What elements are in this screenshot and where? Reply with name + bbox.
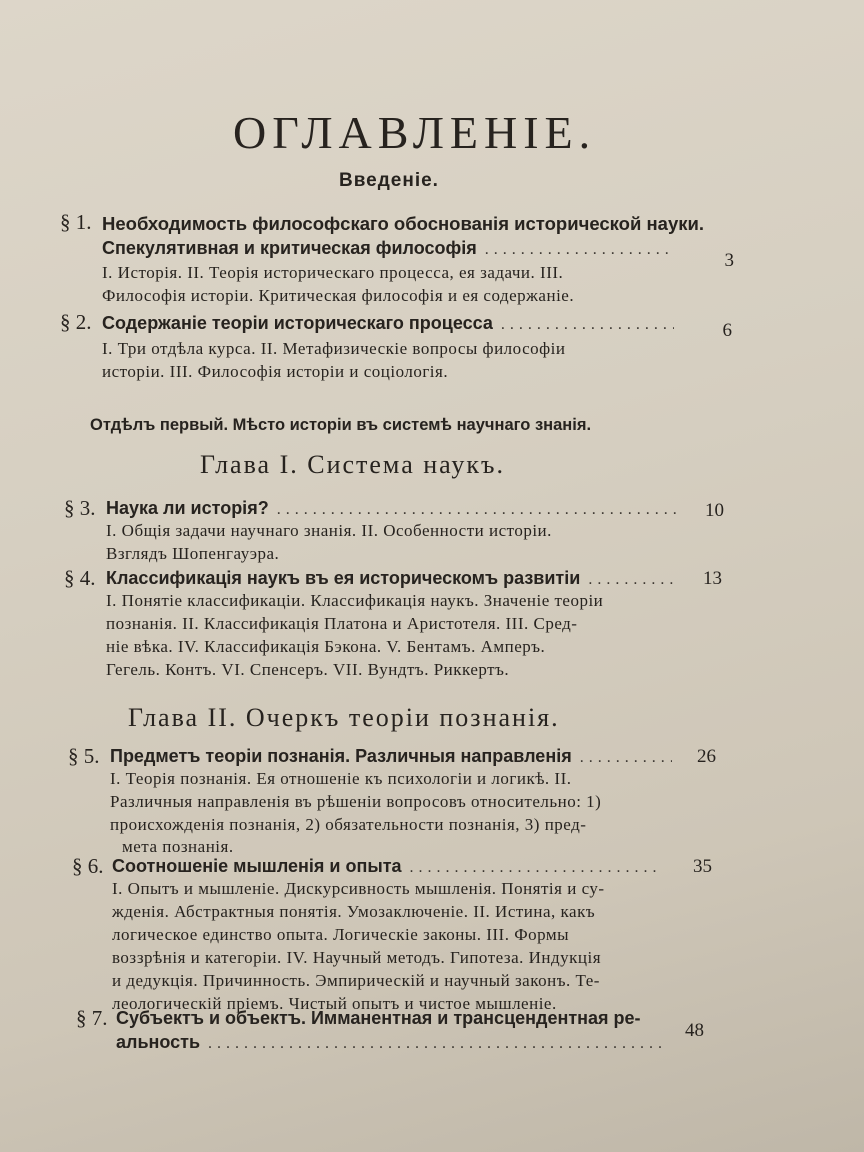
section-2-title: Содержаніе теоріи историческаго процесса [102,313,493,333]
intro-heading: Введеніе. [339,170,439,191]
leader-dots [501,316,674,334]
section-2-row [102,313,682,334]
section-6-desc-2: жденія. Абстрактныя понятія. Умозаключеніе. II. Истина, какъ [112,902,596,921]
leader-dots [580,749,672,767]
section-3-desc-1: I. Общія задачи научнаго знанія. II. Особенности исторіи. [106,521,552,540]
section-5-row [110,746,680,767]
section-5-desc-1: I. Теорія познанія. Ея отношеніе къ психологіи и логикѣ. II. [110,769,572,788]
section-4-desc-4: Гегель. Контъ. VI. Спенсеръ. VII. Вундтъ. Риккертъ. [106,660,510,679]
part-one-heading: Отдѣлъ первый. Мѣсто исторіи въ системѣ научнаго знанія. [90,416,592,434]
leader-dots [208,1035,664,1053]
section-1-title-line1: Необходимость философскаго обоснованія исторической науки. [102,213,705,234]
leader-dots [410,859,660,877]
section-4-desc-2: познанія. II. Классификація Платона и Аристотеля. III. Сред- [106,614,578,633]
section-6-desc-3: логическое единство опыта. Логическіе законы. III. Формы [112,925,570,944]
section-6-desc-6: леологическій пріемъ. Чистый опытъ и чистое мышленіе. [112,994,557,1013]
section-6-page: 35 [693,856,712,877]
section-3-number: § 3. [64,496,96,520]
section-6-desc-1: I. Опытъ и мышленіе. Дискурсивность мышленія. Понятія и су- [112,879,605,898]
section-3-desc-2: Взглядъ Шопенгауэра. [106,544,280,563]
section-7-title-line2: альность [116,1032,201,1052]
section-3-row [106,498,686,519]
section-4-row [106,568,686,589]
section-4-number: § 4. [64,566,96,590]
section-6-desc-4: воззрѣнія и категоріи. IV. Научный методъ. Гипотеза. Индукція [112,948,602,967]
section-1-page: 3 [724,250,734,271]
section-4-desc-3: ніе вѣка. IV. Классификація Бэкона. V. Бентамъ. Амперъ. [106,637,546,656]
section-7-row [116,1032,672,1053]
section-5-page: 26 [697,746,716,767]
section-4-title: Классификація наукъ въ ея историческомъ развитіи [106,568,581,588]
section-1-title-line2: Спекулятивная и критическая философія [102,238,477,258]
section-7-title-line1: Субъектъ и объектъ. Имманентная и трансцендентная ре- [116,1008,641,1028]
section-5-number: § 5. [68,744,100,768]
section-1-number: § 1. [60,210,92,234]
leader-dots [485,241,674,259]
section-4-desc-1: I. Понятіе классификаціи. Классификація наукъ. Значеніе теоріи [106,591,604,610]
section-1-row [102,238,682,259]
section-2-desc-2: исторіи. III. Философія исторіи и соціологія. [102,362,449,381]
section-7-page: 48 [685,1020,704,1041]
section-6-row [112,856,668,877]
section-6-number: § 6. [72,854,104,878]
page-title: ОГЛАВЛЕНІЕ. [233,107,597,158]
section-2-number: § 2. [60,310,92,334]
chapter-1-heading: Глава I. Система наукъ. [200,450,505,479]
section-5-desc-3: происхожденія познанія, 2) обязательности познанія, 3) пред- [110,815,587,834]
section-2-desc-1: I. Три отдѣла курса. II. Метафизическіе вопросы философіи [102,339,566,358]
section-5-desc-4: мета познанія. [122,837,234,856]
section-2-page: 6 [722,320,732,341]
section-1-desc-1: I. Исторія. II. Теорія историческаго процесса, ея задачи. III. [102,263,564,282]
section-3-page: 10 [705,500,724,521]
section-1-desc-2: Философія исторіи. Критическая философія и ея содержаніе. [102,286,575,305]
section-4-page: 13 [703,568,722,589]
section-5-title: Предметъ теоріи познанія. Различныя направленія [110,746,572,766]
leader-dots [588,571,678,589]
section-6-title: Соотношеніе мышленія и опыта [112,856,402,876]
section-3-title: Наука ли исторія? [106,498,269,518]
chapter-2-heading: Глава II. Очеркъ теоріи познанія. [128,703,560,732]
section-5-desc-2: Различныя направленія въ рѣшеніи вопросовъ относительно: 1) [110,792,602,811]
section-6-desc-5: и дедукція. Причинность. Эмпирическій и научный законъ. Те- [112,971,600,990]
section-7-number: § 7. [76,1006,108,1030]
leader-dots [277,501,678,519]
